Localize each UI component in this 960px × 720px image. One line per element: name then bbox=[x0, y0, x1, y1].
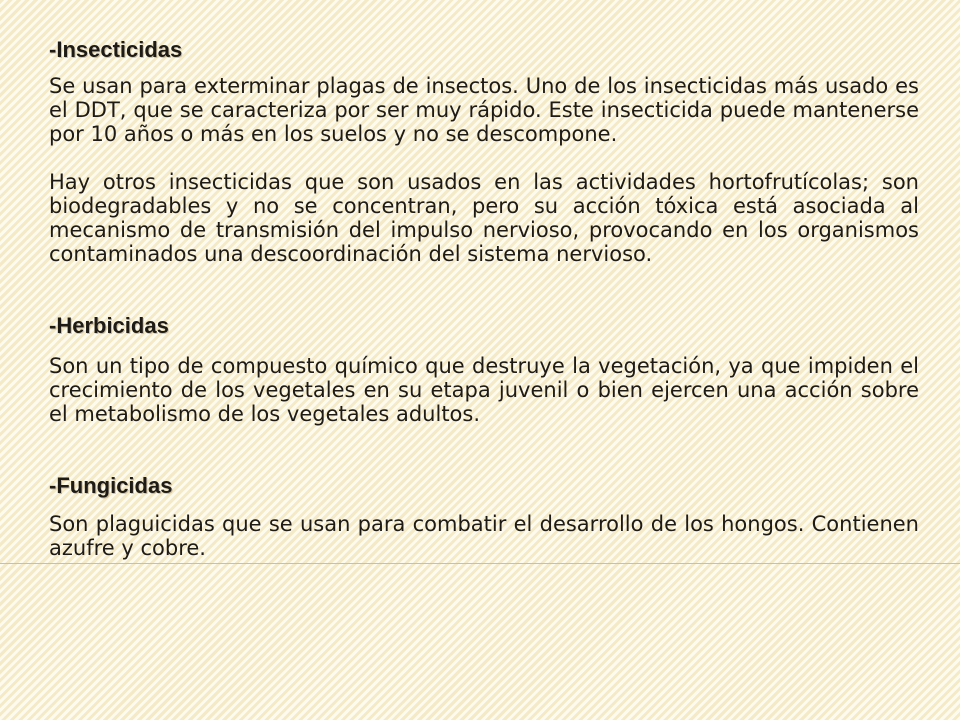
paragraph-insecticidas-1: Se usan para exterminar plagas de insectos. Uno de los insecticidas más usado es el DDT, que se caracteriza por ser muy rápido. Este insecticida puede mantenerse por 10 años o más en los suelos y no se descompone. bbox=[49, 74, 919, 146]
paragraph-insecticidas-2: Hay otros insecticidas que son usados en las actividades hortofrutícolas; son biodegradables y no se concentran, pero su acción tóxica está asociada al mecanismo de transmisión del impulso nervioso, provocando en los organismos contaminados una descoordinación del sistema nervioso. bbox=[49, 170, 919, 266]
section-heading-fungicidas: -Fungicidas bbox=[49, 473, 173, 498]
paragraph-herbicidas-1: Son un tipo de compuesto químico que destruye la vegetación, ya que impiden el crecimiento de los vegetales en su etapa juvenil o bien ejercen una acción sobre el metabolismo de los vegetales adultos. bbox=[49, 354, 919, 426]
paragraph-fungicidas-1: Son plaguicidas que se usan para combatir el desarrollo de los hongos. Contienen azufre y cobre. bbox=[49, 512, 919, 560]
section-heading-insecticidas: -Insecticidas bbox=[49, 37, 183, 62]
slide-content bbox=[49, 34, 919, 560]
section-heading-herbicidas: -Herbicidas bbox=[49, 313, 169, 338]
divider-line bbox=[0, 563, 960, 564]
